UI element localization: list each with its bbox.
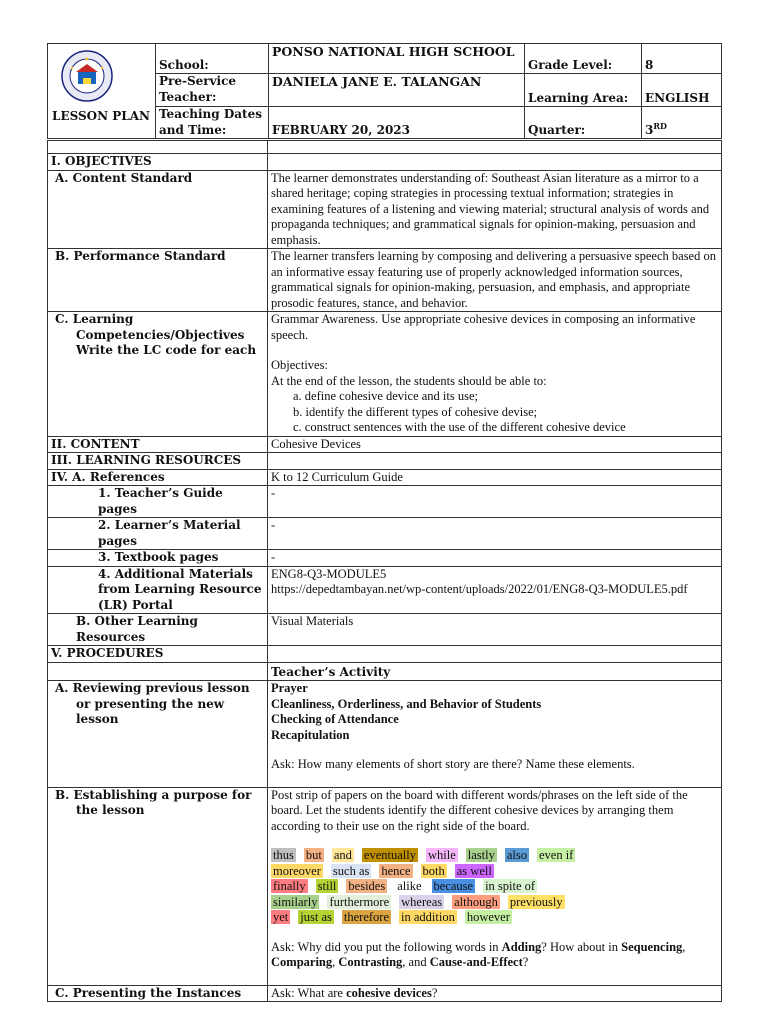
cohesive-word-chip: although bbox=[454, 894, 498, 909]
procedure-c-ask: Ask: What are cohesive devices? bbox=[268, 985, 722, 1002]
school-value: PONSO NATIONAL HIGH SCHOOL bbox=[269, 44, 525, 74]
cleanliness-text: Cleanliness, Orderliness, and Behavior of Students bbox=[271, 696, 542, 711]
learners-material-value: - bbox=[268, 518, 722, 550]
cohesive-word-chip: eventually bbox=[363, 848, 416, 862]
procedure-b-label: B. Establishing a purpose for the lesson bbox=[48, 787, 268, 985]
objectives-heading: I. OBJECTIVES bbox=[48, 154, 268, 171]
teacher-label: Pre-Service Teacher: bbox=[156, 74, 269, 107]
cohesive-word-chip: also bbox=[506, 848, 527, 862]
word-row bbox=[271, 895, 718, 911]
word-row bbox=[271, 864, 718, 880]
competencies-label: C. Learning Competencies/Objectives Write the LC code for each bbox=[48, 312, 268, 437]
header-table bbox=[47, 43, 722, 139]
area-value: ENGLISH bbox=[642, 74, 722, 107]
area-label: Learning Area: bbox=[525, 74, 642, 107]
content-value: Cohesive Devices bbox=[268, 436, 722, 453]
module-code: ENG8-Q3-MODULE5 bbox=[271, 566, 387, 581]
cohesive-word-chip: lastly bbox=[467, 848, 495, 862]
teachers-guide-label: 1. Teacher’s Guide pages bbox=[48, 486, 268, 518]
performance-standard-label: B. Performance Standard bbox=[48, 249, 268, 312]
content-heading: II. CONTENT bbox=[48, 436, 268, 453]
word-row bbox=[271, 910, 718, 926]
cohesive-word-chip: therefore bbox=[343, 910, 389, 924]
cohesive-word-chip: whereas bbox=[401, 894, 443, 909]
procedure-b-cell bbox=[268, 787, 722, 985]
cohesive-word-chip: moreover bbox=[273, 863, 321, 878]
objectives-intro: At the end of the lesson, the students should be able to: bbox=[271, 373, 547, 388]
procedure-a-ask: Ask: How many elements of short story are there? Name these elements. bbox=[271, 757, 635, 771]
cohesive-word-chip: both bbox=[422, 863, 445, 878]
references-label: IV. A. References bbox=[48, 469, 268, 486]
cohesive-word-chip: alike bbox=[397, 879, 422, 893]
cohesive-word-chip: however bbox=[466, 910, 510, 924]
quarter-value: 3RD bbox=[642, 107, 722, 139]
cohesive-word-chip: while bbox=[427, 848, 456, 862]
references-value: K to 12 Curriculum Guide bbox=[268, 469, 722, 486]
cohesive-word-bank bbox=[271, 848, 718, 926]
other-resources-label: B. Other Learning Resources bbox=[48, 614, 268, 646]
cohesive-word-chip: such as bbox=[332, 863, 370, 878]
teacher-value: DANIELA JANE E. TALANGAN bbox=[269, 74, 525, 107]
attendance-text: Checking of Attendance bbox=[271, 712, 399, 726]
cohesive-word-chip: in addition bbox=[401, 910, 455, 924]
textbook-value: - bbox=[268, 550, 722, 567]
cohesive-word-chip: finally bbox=[273, 879, 306, 893]
competencies-cell bbox=[268, 312, 722, 437]
cohesive-word-chip: because bbox=[433, 879, 474, 893]
cohesive-word-chip: hence bbox=[381, 863, 411, 878]
procedure-b-text: Post strip of papers on the board with different words/phrases on the left side of the board. Let the students identify the different cohesive devices by arranging them according to their use on the right side of the board. bbox=[271, 787, 688, 833]
teacher-activity-heading: Teacher’s Activity bbox=[268, 662, 722, 681]
lesson-plan-title: LESSON PLAN bbox=[52, 108, 150, 123]
cohesive-word-chip: thus bbox=[273, 848, 294, 862]
dates-label: Teaching Dates and Time: bbox=[156, 107, 269, 139]
school-label: School: bbox=[156, 44, 269, 74]
objective-a: a. define cohesive device and its use; bbox=[293, 389, 478, 403]
competency-text: Grammar Awareness. Use appropriate cohesive devices in composing an informative speech. bbox=[271, 312, 696, 342]
recap-text: Recapitulation bbox=[271, 727, 350, 742]
cohesive-word-chip: previously bbox=[509, 894, 563, 909]
cohesive-word-chip: similarly bbox=[273, 894, 318, 909]
procedure-c-label: C. Presenting the Instances bbox=[48, 985, 268, 1002]
learners-material-label: 2. Learner’s Material pages bbox=[48, 518, 268, 550]
objectives-subheading: Objectives: bbox=[271, 358, 328, 372]
other-resources-value: Visual Materials bbox=[268, 614, 722, 646]
main-table bbox=[47, 140, 722, 1002]
objective-b: b. identify the different types of cohesive devise; bbox=[293, 404, 538, 419]
logo-cell bbox=[48, 44, 156, 139]
additional-materials-value bbox=[268, 566, 722, 614]
performance-standard-text: The learner transfers learning by composing and delivering a persuasive speech based on an informative essay featuring use of properly acknowledged information sources, grammatical signals for opinion-making, persuasion, and emphasis, and appropriate prosodic features, stance, and behavior. bbox=[268, 249, 722, 312]
cohesive-word-chip: still bbox=[317, 879, 337, 893]
cohesive-word-chip: but bbox=[305, 848, 322, 862]
cohesive-word-chip: and bbox=[333, 848, 352, 862]
cohesive-word-chip: in spite of bbox=[485, 879, 536, 893]
procedures-heading: V. PROCEDURES bbox=[48, 646, 268, 663]
textbook-label: 3. Textbook pages bbox=[48, 550, 268, 567]
cohesive-word-chip: just as bbox=[300, 910, 332, 924]
cohesive-word-chip: even if bbox=[538, 848, 574, 862]
grade-label: Grade Level: bbox=[525, 44, 642, 74]
teachers-guide-value: - bbox=[268, 486, 722, 518]
content-standard-label: A. Content Standard bbox=[48, 170, 268, 249]
procedure-a-label: A. Reviewing previous lesson or presenting the new lesson bbox=[48, 681, 268, 788]
module-link[interactable]: https://depedtambayan.net/wp-content/uploads/2022/01/ENG8-Q3-MODULE5.pdf bbox=[271, 582, 688, 596]
cohesive-word-chip: yet bbox=[273, 910, 289, 924]
prayer-text: Prayer bbox=[271, 681, 308, 695]
grade-value: 8 bbox=[642, 44, 722, 74]
procedure-a-cell bbox=[268, 681, 722, 788]
additional-materials-label: 4. Additional Materials from Learning Resource (LR) Portal bbox=[48, 566, 268, 614]
word-row bbox=[271, 879, 718, 895]
cohesive-word-chip: besides bbox=[348, 879, 386, 893]
dates-value: FEBRUARY 20, 2023 bbox=[269, 107, 525, 139]
objective-c: c. construct sentences with the use of the different cohesive device bbox=[293, 420, 626, 434]
procedure-b-ask: Ask: Why did you put the following words in Adding? How about in Sequencing, Comparing, Contrasting, and Cause-and-Effect? bbox=[271, 939, 686, 969]
word-row bbox=[271, 848, 718, 864]
cohesive-word-chip: as well bbox=[456, 863, 492, 878]
deped-seal-icon bbox=[61, 50, 113, 102]
cohesive-word-chip: furthermore bbox=[329, 894, 390, 909]
learning-resources-heading: III. LEARNING RESOURCES bbox=[48, 453, 268, 470]
quarter-label: Quarter: bbox=[525, 107, 642, 139]
content-standard-text: The learner demonstrates understanding of: Southeast Asian literature as a mirror to a shared heritage; coping strategies in processing textual information; strategies in examining features of a listening and viewing material; structural analysis of words and propaganda techniques; and grammatical signals for opinion-making, persuasion and emphasis. bbox=[268, 170, 722, 249]
